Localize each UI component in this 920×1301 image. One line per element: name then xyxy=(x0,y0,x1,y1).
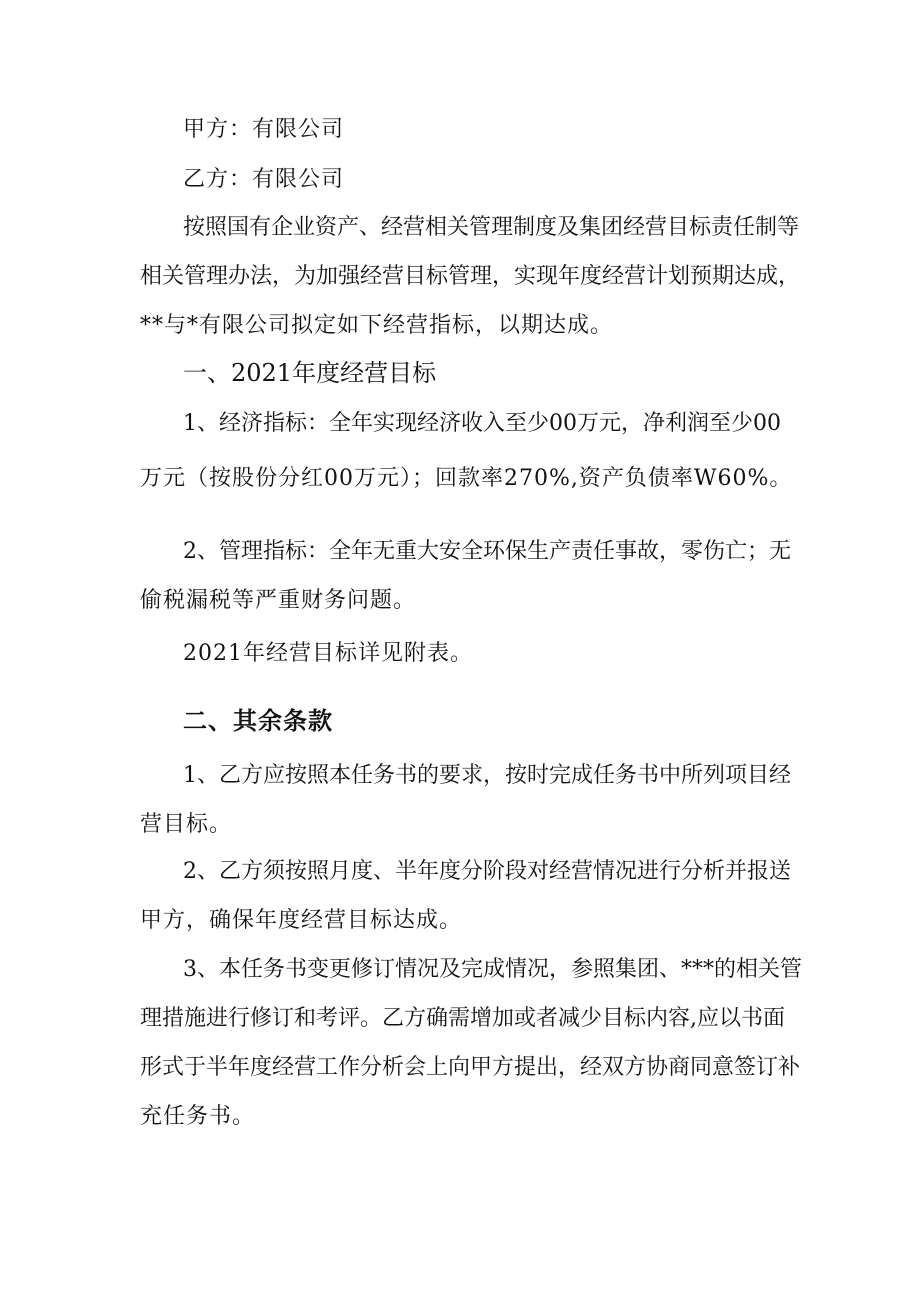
section-2-title: 二、其余条款 xyxy=(183,707,333,735)
intro-line-3: **与*有限公司拟定如下经营指标，以期达成。 xyxy=(140,313,614,338)
intro-line-2: 相关管理办法，为加强经营目标管理，实现年度经营计划预期达成， xyxy=(140,264,801,289)
section-1-item-1-line-2: 万元（按股份分红00万元）；回款率270%,资产负债率W60%。 xyxy=(140,466,793,491)
section-2-item-3-line-4: 充任务书。 xyxy=(140,1104,256,1129)
section-2-item-2-line-2: 甲方，确保年度经营目标达成。 xyxy=(140,908,463,933)
party-a-line: 甲方：有限公司 xyxy=(183,117,345,142)
section-2-item-2-line-1: 2、乙方须按照月度、半年度分阶段对经营情况进行分析并报送 xyxy=(183,859,791,884)
section-2-item-3-line-2: 理措施进行修订和考评。乙方确需增加或者减少目标内容,应以书面 xyxy=(140,1006,785,1031)
section-2-item-3-line-1: 3、本任务书变更修订情况及完成情况，参照集团、***的相关管 xyxy=(183,957,802,982)
section-1-note: 2021年经营目标详见附表。 xyxy=(183,641,473,666)
section-2-item-1-line-1: 1、乙方应按照本任务书的要求，按时完成任务书中所列项目经 xyxy=(183,763,791,788)
party-b-line: 乙方：有限公司 xyxy=(183,167,345,192)
section-1-item-1-line-1: 1、经济指标：全年实现经济收入至少00万元，净利润至少00 xyxy=(183,411,781,436)
section-1-item-2-line-1: 2、管理指标：全年无重大安全环保生产责任事故，零伤亡；无 xyxy=(183,539,791,564)
section-2-item-3-line-3: 形式于半年度经营工作分析会上向甲方提出，经双方协商同意签订补 xyxy=(140,1055,801,1080)
section-1-title: 一、2021年度经营目标 xyxy=(183,359,437,387)
intro-line-1: 按照国有企业资产、经营相关管理制度及集团经营目标责任制等 xyxy=(183,215,800,240)
section-1-item-2-line-2: 偷税漏税等严重财务问题。 xyxy=(140,588,417,613)
section-2-item-1-line-2: 营目标。 xyxy=(140,812,233,837)
